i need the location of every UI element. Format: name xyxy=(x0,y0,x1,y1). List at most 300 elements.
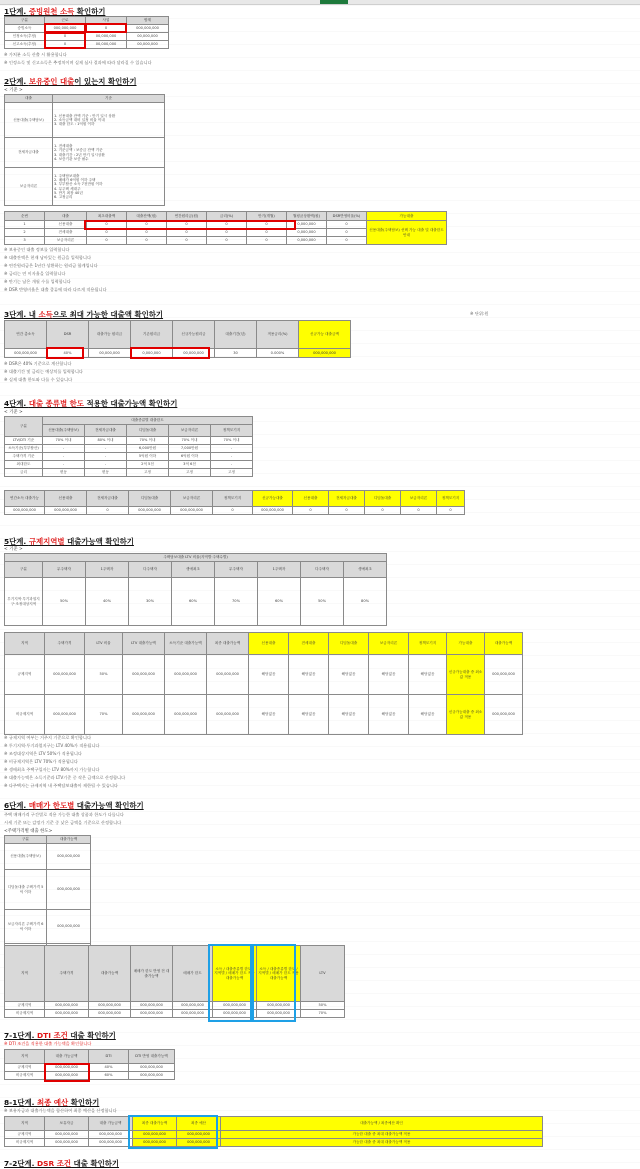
th[interactable]: 생애최초 xyxy=(172,562,215,578)
cell[interactable]: 000,000,000 xyxy=(207,655,249,695)
note: ※ 투기지역·투기과열지구는 LTV 40%가 적용됩니다 xyxy=(4,743,100,748)
cell[interactable]: 신용대출(주택담보) xyxy=(5,844,47,870)
th[interactable]: 디딤돌대출 xyxy=(129,491,171,507)
th[interactable]: 전세자금대출 xyxy=(87,491,129,507)
cell[interactable]: 000,000,000 xyxy=(133,1139,177,1147)
cell[interactable]: 0.000% xyxy=(257,349,299,358)
highlight-box xyxy=(208,944,252,1022)
cell[interactable]: 000,000,000 xyxy=(47,870,91,910)
cell[interactable]: 30 xyxy=(215,349,257,358)
cell[interactable]: 000,000,000 xyxy=(45,1139,89,1147)
section3-title: 3단계. 내 소득으로 최대 가능한 대출액 확인하기 xyxy=(4,310,164,319)
cell[interactable]: 000,000,000 xyxy=(165,655,207,695)
th[interactable]: 기존원리금 xyxy=(131,321,173,349)
cell[interactable]: 6억원 이하 xyxy=(169,453,211,461)
cell[interactable]: 000,000,000 xyxy=(129,1072,175,1080)
cell[interactable]: 0 xyxy=(167,229,207,237)
cell[interactable]: 변동 xyxy=(43,469,85,477)
th[interactable]: 매매가 한도 반영 전 대출가능액 xyxy=(131,946,173,1002)
cell[interactable]: 000,000,000 xyxy=(45,1072,89,1080)
cell[interactable]: 80% 이내 xyxy=(85,437,127,445)
th[interactable]: 1주택자 xyxy=(86,562,129,578)
cell[interactable]: 000,000,000 xyxy=(47,844,91,870)
selected-column[interactable] xyxy=(320,0,348,4)
th[interactable]: 신용대출 xyxy=(45,491,87,507)
th[interactable]: 대출 xyxy=(45,212,87,221)
th[interactable]: 가능대출 xyxy=(367,212,447,221)
cell[interactable]: 40% xyxy=(86,578,129,626)
cell[interactable]: - xyxy=(211,461,253,469)
cell[interactable]: 50% xyxy=(301,1002,345,1010)
th[interactable]: 소득 / 대출종류별 한도 / 지역별 / 매매가 한도 적용 대출가능액 xyxy=(213,946,257,1002)
cell[interactable]: 000,000,000 xyxy=(45,1010,89,1018)
cell[interactable]: 0 xyxy=(45,33,86,41)
cell[interactable]: 해당없음 xyxy=(329,655,369,695)
cell[interactable]: 000,000,000 xyxy=(173,1002,213,1010)
cell[interactable]: 000,000,000 xyxy=(257,1010,301,1018)
cell[interactable]: 규제지역 xyxy=(5,655,45,695)
th[interactable]: 신용대출(주택담보) xyxy=(43,425,85,437)
cell[interactable]: 40% xyxy=(89,1064,129,1072)
th[interactable]: 디딤돌대출 xyxy=(329,633,369,655)
cell[interactable]: 신용대출(주택담보) xyxy=(5,103,53,138)
cell[interactable]: 비규제지역 xyxy=(5,695,45,735)
th[interactable]: DTI 반영 대출가능액 xyxy=(129,1050,175,1064)
cell[interactable]: 000,000,000 xyxy=(45,1002,89,1010)
cell[interactable]: 000,000,000 xyxy=(45,655,85,695)
cell[interactable]: 2억 5천 xyxy=(127,461,169,469)
cell[interactable]: 0 xyxy=(87,229,127,237)
section4-title: 4단계. 대출 종류별 한도 적용한 대출가능액 확인하기 xyxy=(4,399,178,408)
cell[interactable]: 해당없음 xyxy=(409,655,447,695)
note: ※ 규제지역 여부는 거주지 기준으로 확인합니다 xyxy=(4,735,92,740)
th[interactable]: 다주택자 xyxy=(129,562,172,578)
cell[interactable]: - xyxy=(211,453,253,461)
cell[interactable]: 000,000,000 xyxy=(45,25,86,33)
note: ※ 생애최초 주택구입자는 LTV 80%까지 가능합니다 xyxy=(4,767,100,772)
note: ※ 가처분 소득 산출 시 활용합니다 xyxy=(4,52,67,57)
cell[interactable]: 0 xyxy=(127,237,167,245)
th[interactable]: LTV 대출가능액 xyxy=(123,633,165,655)
note: ※ DSR 반영비율은 대출 종류에 따라 다르게 적용됩니다 xyxy=(4,287,107,292)
cell[interactable]: 전세자금대출 xyxy=(5,138,53,168)
th[interactable]: 지역 xyxy=(5,946,45,1002)
cell[interactable]: 1. 전세대출 2. 기준금액 : 보증금 잔액 기준 3. 대출기간 : 2년 만기 일시상환 4. 보증기관 보증 필수 xyxy=(53,138,165,168)
cell[interactable]: 해당없음 xyxy=(369,695,409,735)
cell[interactable]: 00,000,000 xyxy=(127,33,169,41)
cell[interactable]: 00,000,000 xyxy=(127,41,169,49)
cell[interactable]: 디딤돌대출 주택가격 5억 이하 xyxy=(5,870,47,910)
note: 시세 기준 또는 감정가 기준 중 낮은 금액을 기준으로 산정합니다 xyxy=(4,820,122,825)
th[interactable]: DSR반영비율(%) xyxy=(327,212,367,221)
cell[interactable]: 신용대출(주택담보) 선택 가능 대출 및 대출한도 안내 xyxy=(367,221,447,245)
th[interactable]: 다주택자 xyxy=(301,562,344,578)
cell[interactable]: 신용대출 xyxy=(45,221,87,229)
cell[interactable]: 고정 xyxy=(169,469,211,477)
cell[interactable]: 000,000,000 xyxy=(257,1002,301,1010)
cell[interactable]: 보금자리론 xyxy=(5,168,53,206)
criteria-table xyxy=(4,94,165,206)
cell[interactable]: 000,000,000 xyxy=(89,1131,133,1139)
cell[interactable]: 2 xyxy=(5,229,45,237)
th[interactable]: 무주택자 xyxy=(215,562,258,578)
th[interactable]: 월평균상환액(원) xyxy=(287,212,327,221)
cell[interactable]: 규제지역 xyxy=(5,1131,45,1139)
cell[interactable]: 해당없음 xyxy=(409,695,447,735)
cell[interactable]: 70% xyxy=(85,695,123,735)
section8-table xyxy=(4,1116,543,1147)
cell[interactable]: 투기지역·투기과열지구·조정대상지역 xyxy=(5,578,43,626)
cell[interactable]: 5억원 이하 xyxy=(127,453,169,461)
cell[interactable]: 비규제지역 xyxy=(5,1072,45,1080)
cell[interactable]: 000,000,000 xyxy=(5,507,45,515)
cell[interactable]: 0,000,000 xyxy=(287,229,327,237)
th[interactable]: 대출 xyxy=(5,95,53,103)
th[interactable]: 생애최초 xyxy=(344,562,387,578)
th[interactable]: 전세대출 xyxy=(289,633,329,655)
th[interactable]: 적용금리(%) xyxy=(257,321,299,349)
th[interactable]: 가능대출 xyxy=(447,633,485,655)
cell[interactable]: 가능한 대출 중 최대 대출가능액 적용 xyxy=(221,1139,543,1147)
cell[interactable]: 0,000,000 xyxy=(287,221,327,229)
cell[interactable]: 000,000,000 xyxy=(127,25,169,33)
th[interactable]: 구분 xyxy=(5,417,43,437)
cell[interactable]: 0 xyxy=(213,507,253,515)
cell[interactable]: 3 xyxy=(5,237,45,245)
cell[interactable]: 000,000,000 xyxy=(123,655,165,695)
cell[interactable]: 70% 이내 xyxy=(211,437,253,445)
cell[interactable]: 0 xyxy=(167,237,207,245)
cell[interactable]: 0 xyxy=(87,237,127,245)
th[interactable]: 사업 xyxy=(86,17,127,25)
cell[interactable]: - xyxy=(211,445,253,453)
note: 주택 매매가격 구간별로 적용 가능한 대출 상품과 한도가 다릅니다 xyxy=(4,812,124,817)
th[interactable]: 매매가 한도 xyxy=(173,946,213,1002)
th[interactable]: 구분 xyxy=(5,562,43,578)
cell[interactable]: 60% xyxy=(172,578,215,626)
cell[interactable]: 신규가능대출 중 최소값 적용 xyxy=(447,695,485,735)
highlight-box xyxy=(44,1063,90,1082)
cell[interactable]: 금리 xyxy=(5,469,43,477)
th[interactable]: LTV 비율 xyxy=(85,633,123,655)
th[interactable]: 지역 xyxy=(5,1050,45,1064)
cell[interactable]: 000,000,000 xyxy=(253,507,293,515)
cell[interactable]: 가능한 대출 중 최대 대출가능액 적용 xyxy=(221,1131,543,1139)
cell[interactable]: 해당없음 xyxy=(369,655,409,695)
section9-title: 7-2단계. DSR 조건 대출 확인하기 xyxy=(4,1159,120,1168)
cell[interactable]: 0 xyxy=(293,507,329,515)
highlight-box xyxy=(44,32,86,49)
th[interactable]: 대출가능액 xyxy=(485,633,523,655)
cell[interactable]: 50% xyxy=(301,578,344,626)
th[interactable]: 주택담보대출 LTV 비율(지역별·주택수별) xyxy=(5,554,387,562)
th[interactable]: DTI xyxy=(89,1050,129,1064)
note: ※ 보유중인 대출 정보를 입력합니다 xyxy=(4,247,70,252)
th[interactable]: 만기(개월) xyxy=(247,212,287,221)
cell[interactable]: 000,000,000 xyxy=(129,507,171,515)
note: ※ DTI 조건을 적용한 대출 가능액을 확인합니다 xyxy=(4,1041,92,1046)
cell[interactable]: 000,000,000 xyxy=(177,1139,221,1147)
th[interactable]: 전세자금대출 xyxy=(85,425,127,437)
cell[interactable]: 1 xyxy=(5,221,45,229)
th[interactable]: 대출잔액(원) xyxy=(127,212,167,221)
cell[interactable]: 0,000,000 xyxy=(287,237,327,245)
cell[interactable]: 3억 6천 xyxy=(169,461,211,469)
cell[interactable]: 변동 xyxy=(85,469,127,477)
cell[interactable]: 고정 xyxy=(211,469,253,477)
cell[interactable]: 최대한도 xyxy=(5,461,43,469)
cell[interactable]: 000,000,000 xyxy=(171,507,213,515)
criteria-label: < 기준 > xyxy=(4,88,23,93)
th[interactable]: 연간원리금(원) xyxy=(167,212,207,221)
cell[interactable]: 000,000,000 xyxy=(45,507,87,515)
cell[interactable]: 40% xyxy=(47,349,89,358)
cell[interactable]: 해당없음 xyxy=(289,695,329,735)
th[interactable]: 대출 가능금액 xyxy=(89,1117,133,1131)
cell[interactable]: 60% xyxy=(89,1072,129,1080)
cell[interactable]: 000,000,000 xyxy=(89,1002,131,1010)
cell[interactable]: 000,000,000 xyxy=(45,1131,89,1139)
th[interactable]: 최초대출액 xyxy=(87,212,127,221)
th[interactable]: 정책모기지 xyxy=(213,491,253,507)
cell[interactable]: 1. 신용대출 잔액 기준 : 만기 일시 상환 2. 소득금액 대비 일정 비율 이내 3. 대출 한도 : 1억원 이하 xyxy=(53,103,165,138)
cell[interactable]: 0 xyxy=(327,221,367,229)
cell[interactable]: 0 xyxy=(87,221,127,229)
cell[interactable]: 주택가격 기준 xyxy=(5,453,43,461)
cell[interactable]: 70% 이내 xyxy=(169,437,211,445)
cell[interactable]: 000,000,000 xyxy=(131,1002,173,1010)
th[interactable]: 지역 xyxy=(5,633,45,655)
cell[interactable]: 000,000,000 xyxy=(165,695,207,735)
highlight-box xyxy=(252,944,296,1022)
cell[interactable]: 해당없음 xyxy=(329,695,369,735)
cell[interactable]: 000,000,000 xyxy=(213,1010,257,1018)
cell[interactable]: 000,000,000 xyxy=(123,695,165,735)
th[interactable]: 기준 xyxy=(53,95,165,103)
th[interactable]: 신규가능대출 xyxy=(253,491,293,507)
th[interactable]: 보금자리론 xyxy=(169,425,211,437)
th[interactable]: 보금자리론 xyxy=(171,491,213,507)
cell[interactable]: 70% 이내 xyxy=(43,437,85,445)
cell[interactable]: 0 xyxy=(207,221,247,229)
th[interactable]: 연간 총소득 xyxy=(5,321,47,349)
th[interactable]: 근로 xyxy=(45,17,86,25)
th[interactable]: 최종 대출가능액 xyxy=(133,1117,177,1131)
cell[interactable]: 000,000,000 xyxy=(213,1002,257,1010)
cell[interactable]: 000,000,000 xyxy=(177,1131,221,1139)
cell[interactable]: 00,000,000 xyxy=(86,41,127,49)
cell[interactable]: 0 xyxy=(45,41,86,49)
cell[interactable]: 0 xyxy=(327,229,367,237)
th[interactable]: 대출가능 원리금 xyxy=(89,321,131,349)
cell[interactable]: 000,000,000 xyxy=(5,349,47,358)
note: ※ 대출기간 및 금리는 예상치를 입력합니다 xyxy=(4,369,83,374)
cell[interactable]: - xyxy=(85,461,127,469)
th[interactable]: 최종 예산 xyxy=(177,1117,221,1131)
th[interactable]: 대출가능액 xyxy=(89,946,131,1002)
cell[interactable]: 비규제지역 xyxy=(5,1010,45,1018)
ltv-table xyxy=(4,553,387,626)
cell[interactable]: - xyxy=(85,445,127,453)
unit-note: ※ 단위:원 xyxy=(470,311,489,316)
cell[interactable]: 70% xyxy=(215,578,258,626)
cell[interactable]: 000,000,000 xyxy=(173,1010,213,1018)
highlight-box xyxy=(130,347,210,359)
th[interactable]: 구분 xyxy=(5,17,45,25)
cell[interactable]: 50% xyxy=(43,578,86,626)
th[interactable]: 대출가능액 xyxy=(47,836,91,844)
section2-title: 2단계. 보유중인 대출이 있는지 확인하기 xyxy=(4,77,137,86)
cell[interactable]: 해당없음 xyxy=(249,695,289,735)
cell[interactable]: 해당없음 xyxy=(249,655,289,695)
highlight-box xyxy=(128,1115,218,1149)
cell[interactable]: 0 xyxy=(437,507,465,515)
cell[interactable]: 000,000,000 xyxy=(133,1131,177,1139)
cell[interactable]: 0 xyxy=(401,507,437,515)
th[interactable]: 전세자금대출 xyxy=(329,491,365,507)
th[interactable]: 정책모기지 xyxy=(437,491,465,507)
cell[interactable]: 0 xyxy=(327,237,367,245)
cell[interactable]: 보금자리론 주택가격 6억 이하 xyxy=(5,910,47,944)
cell[interactable]: 비규제지역 xyxy=(5,1139,45,1147)
cell[interactable]: 0 xyxy=(87,507,129,515)
cell[interactable]: 000,000,000 xyxy=(131,1010,173,1018)
cell[interactable]: 000,000,000 xyxy=(45,695,85,735)
cell[interactable]: - xyxy=(43,461,85,469)
cell[interactable]: 70% xyxy=(301,1010,345,1018)
th[interactable]: 대출가능액 / 최종예산 확인 xyxy=(221,1117,543,1131)
cell[interactable]: 70% 이내 xyxy=(127,437,169,445)
note: ※ 인정소득 및 신고소득은 추정치이며 실제 심사 결과에 따라 달라질 수 있습니다 xyxy=(4,60,152,65)
cell[interactable]: 해당없음 xyxy=(289,655,329,695)
note: ※ 조정대상지역은 LTV 50%가 적용됩니다 xyxy=(4,751,82,756)
cell[interactable]: 0 xyxy=(167,221,207,229)
cell[interactable]: 000,000,000 xyxy=(129,1064,175,1072)
cell[interactable]: 000,000,000 xyxy=(89,1139,133,1147)
cell[interactable]: 전세대출 xyxy=(45,229,87,237)
cell[interactable]: 0,000,000 xyxy=(131,349,173,358)
th[interactable]: 순번 xyxy=(5,212,45,221)
cell[interactable]: 0 xyxy=(329,507,365,515)
cell[interactable]: 000,000,000 xyxy=(485,695,523,735)
cell[interactable]: 소득기준(부부합산) xyxy=(5,445,43,453)
cell[interactable]: 000,000,000 xyxy=(485,655,523,695)
cell[interactable]: 00,000,000 xyxy=(89,349,131,358)
th[interactable]: 보유자금 xyxy=(45,1117,89,1131)
cell[interactable]: 7,000만원 xyxy=(169,445,211,453)
cell[interactable]: - xyxy=(85,453,127,461)
cell[interactable]: 000,000,000 xyxy=(47,910,91,944)
cell[interactable]: 0 xyxy=(247,229,287,237)
th[interactable]: 신용대출 xyxy=(293,491,329,507)
cell[interactable]: - xyxy=(43,445,85,453)
th[interactable]: LTV xyxy=(301,946,345,1002)
th[interactable]: 디딤돌대출 xyxy=(365,491,401,507)
cell[interactable]: 50% xyxy=(85,655,123,695)
cell[interactable]: - xyxy=(43,453,85,461)
cell[interactable]: 1. 주택담보대출 2. 매매가 6억원 이하 주택 3. 부부합산 소득 7천만원 이하 4. 무주택 세대주 5. 만기 최장 40년 6. 고정금리 xyxy=(53,168,165,206)
note: ※ 다주택자는 규제지역 내 주택담보대출이 제한될 수 있습니다 xyxy=(4,783,118,788)
cell[interactable]: 000,000,000 xyxy=(299,349,351,358)
cell[interactable]: 000,000,000 xyxy=(207,695,249,735)
cell[interactable]: 60% xyxy=(258,578,301,626)
section8-title: 8-1단계. 최종 예산 확인하기 xyxy=(4,1098,100,1107)
th[interactable]: 금리(%) xyxy=(207,212,247,221)
th[interactable]: 1주택자 xyxy=(258,562,301,578)
cell[interactable]: 보금자리론 xyxy=(45,237,87,245)
cell[interactable]: 00,000,000 xyxy=(86,33,127,41)
cell[interactable]: 0 xyxy=(247,237,287,245)
cell[interactable]: 30% xyxy=(129,578,172,626)
th[interactable]: 신규가능 대출금액 xyxy=(299,321,351,349)
th[interactable]: 디딤돌대출 xyxy=(127,425,169,437)
note: ※ 금리는 연 이자율을 입력합니다 xyxy=(4,271,66,276)
th[interactable]: 연간소득 대출가능 xyxy=(5,491,45,507)
highlight-box xyxy=(85,23,127,33)
cell[interactable]: 0 xyxy=(365,507,401,515)
th[interactable]: 대출기간(년) xyxy=(215,321,257,349)
cell[interactable]: 0 xyxy=(247,221,287,229)
th[interactable]: 신규가능원리금 xyxy=(173,321,215,349)
cell[interactable]: 6,000만원 xyxy=(127,445,169,453)
cell[interactable]: 0 xyxy=(127,221,167,229)
cell[interactable]: 000,000,000 xyxy=(89,1010,131,1018)
th[interactable]: 보금자리론 xyxy=(401,491,437,507)
th[interactable]: 정책모기지 xyxy=(211,425,253,437)
cell[interactable]: 규제지역 xyxy=(5,1002,45,1010)
th[interactable]: 정책모기지 xyxy=(409,633,447,655)
cell[interactable]: 0 xyxy=(86,25,127,33)
th[interactable]: 보금자리론 xyxy=(369,633,409,655)
th[interactable]: 대출종류별 대출한도 xyxy=(43,417,253,425)
th[interactable]: DSR xyxy=(47,321,89,349)
cell[interactable]: 000,000,000 xyxy=(45,1064,89,1072)
cell[interactable]: 신고소득(추정) xyxy=(5,41,45,49)
criteria-label: < 기준 > xyxy=(4,410,23,415)
th[interactable]: 대출 가능금액 xyxy=(45,1050,89,1064)
cell[interactable]: 규제지역 xyxy=(5,1064,45,1072)
cell[interactable]: LTV/DTI 기준 xyxy=(5,437,43,445)
th[interactable]: 합계 xyxy=(127,17,169,25)
cell[interactable]: 신규가능대출 중 최소값 적용 xyxy=(447,655,485,695)
th[interactable]: 신용대출 xyxy=(249,633,289,655)
th[interactable]: 소득기준 대출가능액 xyxy=(165,633,207,655)
cell[interactable]: 0 xyxy=(207,229,247,237)
cell[interactable]: 0 xyxy=(127,229,167,237)
highlight-box xyxy=(84,220,296,230)
section7-title: 7-1단계. DTI 조건 대출 확인하기 xyxy=(4,1031,116,1040)
note: ※ 연간원리금은 1년간 상환하는 원리금 합계입니다 xyxy=(4,263,98,268)
cell[interactable]: 80% xyxy=(344,578,387,626)
limits-table xyxy=(4,416,253,477)
th[interactable]: 주택가격 xyxy=(45,946,89,1002)
note: ※ 대출가능액은 소득기준과 LTV기준 중 작은 금액으로 산정합니다 xyxy=(4,775,126,780)
highlight-box xyxy=(46,347,84,359)
section5-title: 5단계. 규제지역별 대출가능액 확인하기 xyxy=(4,537,134,546)
th[interactable]: 지역 xyxy=(5,1117,45,1131)
th[interactable]: 소득 / 대출종류별 한도 / 지역별 / 매매가 한도 적용 대출가능액 xyxy=(257,946,301,1002)
cell[interactable]: 0 xyxy=(207,237,247,245)
th[interactable]: 최종 대출가능액 xyxy=(207,633,249,655)
th[interactable]: 구분 xyxy=(5,836,47,844)
cell[interactable]: 고정 xyxy=(127,469,169,477)
th[interactable]: 주택가격 xyxy=(45,633,85,655)
cell[interactable]: 인정소득(추정) xyxy=(5,33,45,41)
cell[interactable]: 증빙소득 xyxy=(5,25,45,33)
note: ※ 대출잔액은 현재 남아있는 원금을 입력합니다 xyxy=(4,255,92,260)
th[interactable]: 무주택자 xyxy=(43,562,86,578)
cell[interactable]: 00,000,000 xyxy=(173,349,215,358)
